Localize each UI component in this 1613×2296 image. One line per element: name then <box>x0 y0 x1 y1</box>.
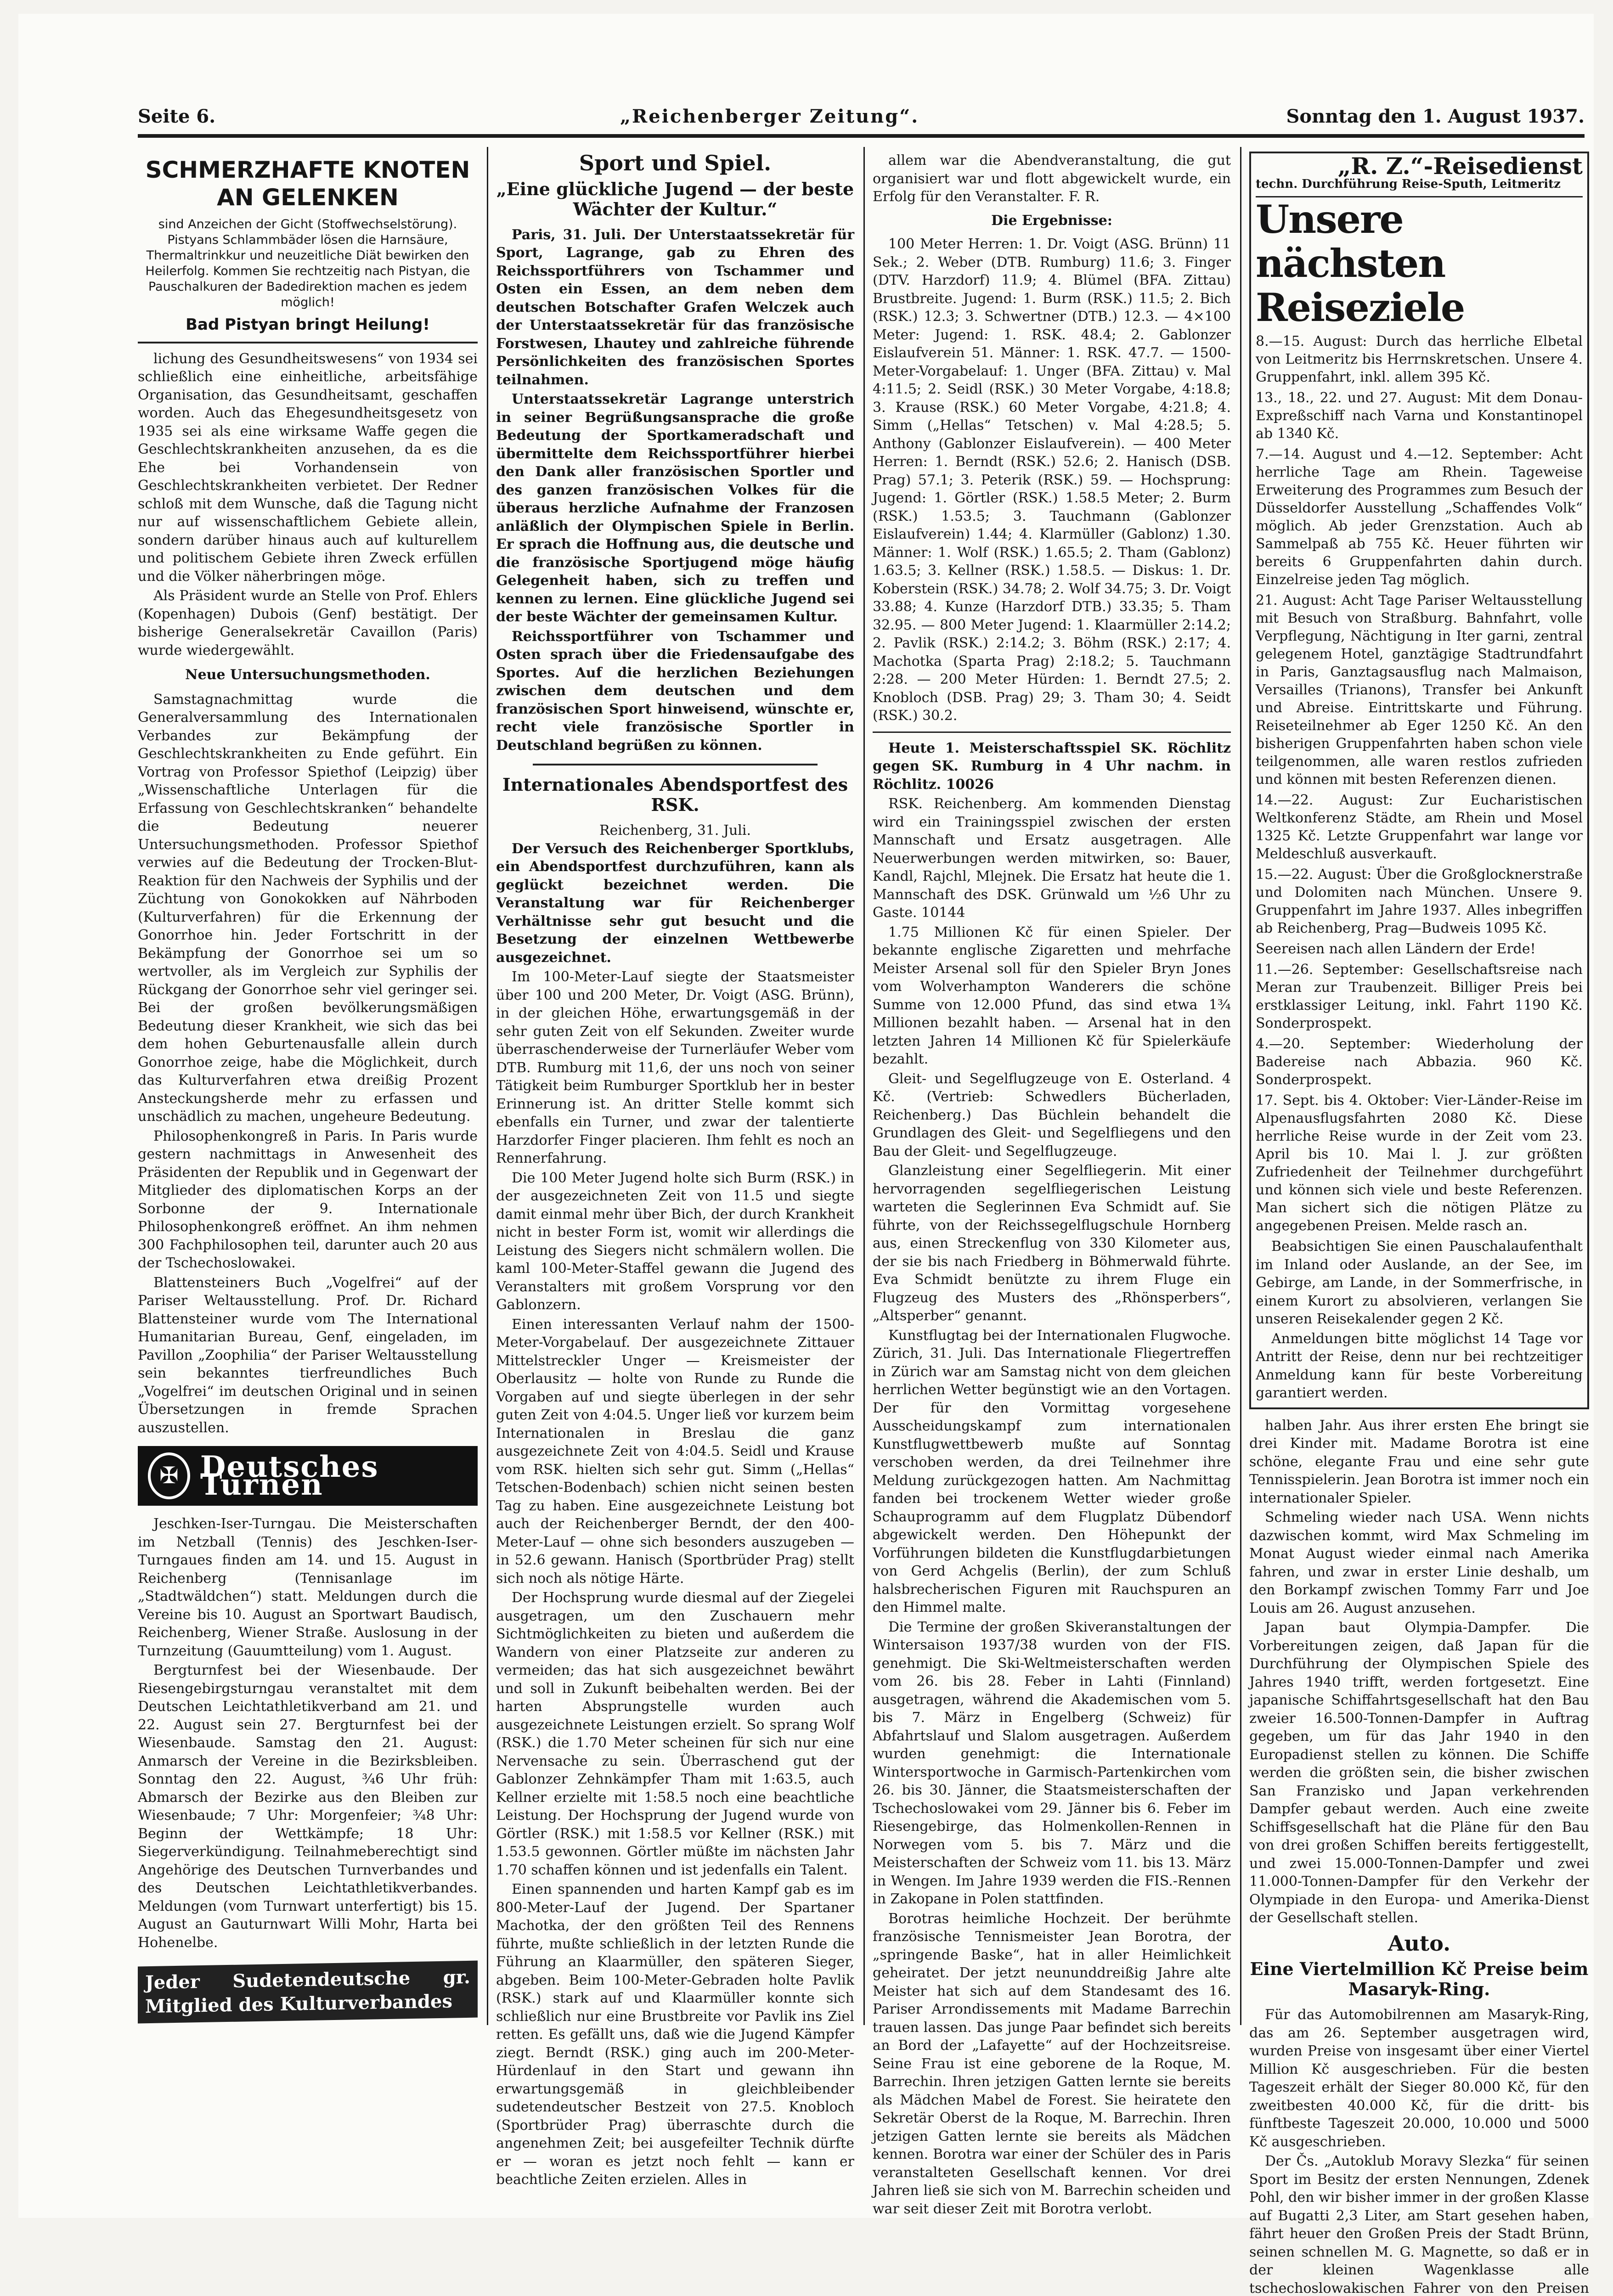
travel-item: 11.—26. September: Gesellschaftsreise nach Meran zur Traubenzeit. Billiger Preis bei erstklassiger Leitung, inkl. Fahrt 1190 Kč. Sonderprospekt. <box>1256 962 1583 1031</box>
article-text: Einen spannenden und harten Kampf gab es im 800-Meter-Lauf der Jugend. Der Spartaner Machotka, der den größten Teil des Rennens führte, mußte schließlich in der letzten Runde die Führung an Klaarmüller, den späteren Sieger, abgeben. Beim 100-Meter-Gebraden holte Pavlik (RSK.) stark auf und Klaarmüller konnte sich schließlich nur eine Brustbreite vor Pavlik ins Ziel retten. Es gefällt uns, daß wie die Jugend Kämpfer ziegt. Berndt (RSK.) ging auch im 200-Meter-Hürdenlauf in den Start und gewann ihn erwartungsgemäß in gleichbleibender sudetendeutscher Bestzeit von 27.5. Knobloch (Sportbrüder Prag) überraschte durch die angenehmen Zeit; bei ausgefeilter Technik dürfte er — woran es jetzt noch fehlt — kann er beachtliche Zeiten erzielen. Alles in <box>496 1881 854 2188</box>
column-3 <box>873 152 1231 2217</box>
article-text: Paris, 31. Juli. Der Unterstaatssekretär für Sport, Lagrange, gab zu Ehren des Reichssportführers von Tschammer und Osten ein Essen, an dem neben dem deutschen Botschafter Grafen Welczek auch der Unterstaatssekretär für das französische Forstwesen, Lhautey und zahlreiche führende Persönlichkeiten des französischen Sportes teilnahmen. <box>496 226 854 388</box>
column-4 <box>1249 152 1589 2296</box>
article-text: RSK. Reichenberg. Am kommenden Dienstag wird ein Trainingsspiel zwischen der ersten Mannschaft und Ersatz ausgetragen. Alle Neuerwerbungen werden mitwirken, so: Bauer, Kandl, Rajchl, Mlejnek. Die Ersatz hat heute die 1. Mannschaft des DSK. Grünwald um ½6 Uhr zu Gaste. 10144 <box>873 796 1231 921</box>
section-heading: Die Ergebnisse: <box>991 212 1112 229</box>
header-page-number: Seite 6. <box>138 106 216 127</box>
travel-item: Seereisen nach allen Ländern der Erde! <box>1256 941 1536 957</box>
newspaper-page <box>18 14 1594 2296</box>
article-text: Der Hochsprung wurde diesmal auf der Ziegelei ausgetragen, um den Zuschauern mehr Sichtmöglichkeiten zu bieten und außerdem die Wandern von einer Platzseite zur anderen zu vermeiden; das hat sich ausgezeichnet bewährt und soll in Zukunft beibehalten werden. Bei der harten Absprungstelle wurden auch ausgezeichnete Leistungen erzielt. So sprang Wolf (RSK.) die 1.70 Meter scheinen für sich nur eine Nervensache zu sein. Überraschend gut der Gablonzer Zehnkämpfer Tham mit 1:63.5, auch Kellner erzielte mit 1:58.5 noch eine beachtliche Leistung. Der Hochsprung der Jugend wurde von Görtler (RSK.) mit 1:58.5 vor Kellner (RSK.) mit 1.53.5 gewonnen. Görtler müßte im nächsten Jahr 1.70 schaffen können und ist jedenfalls ein Talent. <box>496 1590 854 1878</box>
travel-item: 7.—14. August und 4.—12. September: Acht herrliche Tage am Rhein. Tageweise Erweiterung des Programmes zum Besuch der Düsseldorfer Ausstellung „Schaffendes Volk“ möglich. Ab jeder Grenzstation. Auch ab Sammelpaß ab 755 Kč. Heuer führten wir bereits 6 Gruppenfahrten dahin durch. Einzelreise jeden Tag möglich. <box>1256 446 1583 588</box>
column-divider-1 <box>487 147 488 2025</box>
article-text: Schmeling wieder nach USA. Wenn nichts dazwischen kommt, wird Max Schmeling im Monat August wieder einmal nach Amerika fahren, und zwar in erster Linie deshalb, um den Borkampf zwischen Tommy Farr und Joe Louis am 26. August anzusehen. <box>1249 1509 1589 1616</box>
article-text: Bergturnfest bei der Wiesenbaude. Der Riesengebirgsturngau veranstaltet mit dem Deutschen Leichtathletikverband am 21. und 22. August sein 27. Bergturnfest bei der Wiesenbaude. Samstag den 21. August: Anmarsch der Vereine in die Bezirksbleiben. Sonntag den 22. August, ¾6 Uhr früh: Abmarsch der Bezirke aus den Bleiben zur Wiesenbaude; 7 Uhr: Morgenfeier; ¾8 Uhr: Beginn der Wettkämpfe; 18 Uhr: Siegerverkündigung. Teilnahmeberechtigt sind Angehörige des Deutschen Turnverbandes und des Deutschen Leichtathletikverbandes. Meldungen (vom Turnwart unterfertigt) bis 15. August an Gauturnwart Willi Mohr, Harta bei Hohenelbe. <box>138 1662 478 1951</box>
ad-title: „R. Z.“-Reisedienst <box>1337 152 1583 180</box>
article-text: 1.75 Millionen Kč für einen Spieler. Der bekannte englische Zigaretten und mehrfache Meister Arsenal soll für den Spieler Bryn Jones vom Wolverhampton Wanderers die schöne Summe von 12.000 Pfund, das sind etwa 1¾ Millionen bezahlt haben. — Arsenal hat in den letzten Jahren 14 Millionen Kč für Spielerkäufe bezahlt. <box>873 924 1231 1067</box>
banner-title: Deutsches Turnen <box>200 1449 379 1502</box>
section-heading: Neue Untersuchungsmethoden. <box>185 667 430 683</box>
header-date: Sonntag den 1. August 1937. <box>1286 106 1585 127</box>
travel-item: 14.—22. August: Zur Eucharistischen Weltkonferenz Städte, am Rhein und Mosel 1325 Kč. Letzte Gruppenfahrt war lange vor Meldeschluß ausverkauft. <box>1256 792 1583 862</box>
article-text: Blattensteiners Buch „Vogelfrei“ auf der Pariser Weltausstellung. Prof. Dr. Richard Blattensteiner wurde vom The International Humanitarian Bureau, Genf, eingeladen, im Pavillon „Zoophilia“ der Pariser Weltausstellung sein bekanntes tierfreundliches Buch „Vogelfrei“ im deutschen Original und in seinen Übersetzungen in fremde Sprachen auszustellen. <box>138 1274 478 1436</box>
header-masthead: „Reichenberger Zeitung“. <box>620 106 919 127</box>
deutsches-turnen-banner <box>138 1446 478 1506</box>
separator-rule <box>533 764 818 765</box>
separator-rule <box>873 732 1231 733</box>
article-text: allem war die Abendveranstaltung, die gut organisiert war und flott abgewickelt wurde, ein Erfolg für den Veranstalter. F. R. <box>873 152 1231 205</box>
article-text: Der Čs. „Autoklub Moravy Slezka“ für seinen Sport im Besitz der ersten Nennungen, Zdenek Pohl, den wir bisher immer in der großen Klasse auf Bugatti 2,3 Liter, am Start gesehen haben, fährt heuer den Großen Preis der Stadt Brünn, seinen schnellen M. G. Magnette, so daß er in der kleinen Wagenklasse alle tschechoslowakischen Fahrer von den Preisen <box>1249 2153 1589 2296</box>
ad-footer: Bad Pistyan bringt Heilung! <box>186 315 430 334</box>
article-text: Für das Automobilrennen am Masaryk-Ring, das am 26. September ausgetragen wird, wurden Preise von insgesamt über einer Viertel Million Kč ausgeschrieben. Für die besten Tageszeit erhält der Sieger 80.000 Kč, für den zweitbesten 40.000 Kč, für die dritt- bis fünftbeste Tageszeit 20.000, 10.000 und 5000 Kč ausgeschrieben. <box>1249 2007 1589 2150</box>
travel-item: 21. August: Acht Tage Pariser Weltausstellung mit Besuch von Straßburg. Bahnfahrt, volle Verpflegung, Nächtigung in Iter garni, zentral gelegenem Hotel, ganztägige Stadtrundfahrt in Paris, Ganztagsausflug nach Malmaison, Versailles (Trianons), Transfer bei Ankunft und Abreise. Eintrittskarte und Führung. Reiseteilnehmer ab Eger 1250 Kč. An den bisherigen Gruppenfahrten haben schon viele teilgenommen, alle waren restlos zufrieden und können mit besten Referenzen dienen. <box>1256 592 1583 788</box>
travel-list <box>1256 332 1583 1235</box>
headline: Internationales Abendsportfest des RSK. <box>502 774 848 815</box>
dateline: Reichenberg, 31. Juli. <box>599 822 751 838</box>
article-text: Japan baut Olympia-Dampfer. Die Vorbereitungen zeigen, daß Japan für die Durchführung der Olympischen Spiele des Jahres 1940 trifft, werden fortgesetzt. Eine japanische Schiffahrtsgesellschaft hat den Bau zweier 16.500-Tonnen-Dampfer in Auftrag gegeben, um für das Jahr 1940 in den Europadienst stellen zu können. Die Schiffe werden die größten sein, die bisher zwischen San Franzisko und Japan verkehrenden Dampfer gebaut werden. Auch eine zweite Schiffsgesellschaft hat die Pläne für den Bau von drei großen Schiffen bereits fertiggestellt, und zwei 15.000-Tonnen-Dampfer und zwei 11.000-Tonnen-Dampfer für den Verkehr der Olympiade in den Europa- und Amerika-Dienst der Gesellschaft stellen. <box>1249 1620 1589 1926</box>
section-title: Auto. <box>1387 1930 1451 1956</box>
kulturverband-banner: Jeder Sudetendeutsche gr. Mitglied des Kulturverbandes <box>138 1961 478 2024</box>
travel-item: 4.—20. September: Wiederholung der Badereise nach Abbazia. 960 Kč. Sonderprospekt. <box>1256 1036 1583 1088</box>
travel-item: 17. Sept. bis 4. Oktober: Vier-Länder-Reise im Alpenausflugsfahrten 2080 Kč. Diese herrliche Reise wurde in der Zeit vom 23. April bis 10. Mai l. J. zur größten Zufriedenheit der Teilnehmer durchgeführt und können sich viele und beste Referenzen. Man sichert sich die nötigen Plätze zu angegebenen Preisen. Melde rasch an. <box>1256 1092 1583 1234</box>
article-text: Kunstflugtag bei der Internationalen Flugwoche. Zürich, 31. Juli. Das Internationale Fliegertreffen in Zürich war am Samstag nicht von dem gleichen herrlichen Wetter begünstigt wie an den Vortagen. Der für den Vormittag vorgesehene Ausscheidungskampf zum internationalen Kunstflugwettbewerb mußte auf Sonntag verschoben werden, da drei Teilnehmer ihre Meldung zurückgezogen hatten. Am Nachmittag fanden bei trockenem Wetter wieder große Schauprogramm auf dem Flugplatz Dübendorf abgewickelt werden. Den Höhepunkt der Vorführungen bildeten die Kunstflugdarbietungen von Gerd Achgelis (Berlin), der zum Schluß halsbrecherischen Figuren mit Rauchspuren an den Himmel malte. <box>873 1327 1231 1615</box>
ad-note: Anmeldungen bitte möglichst 14 Tage vor Antritt der Reise, denn nur bei rechtzeitiger Anmeldung kann für beste Vorbereitung garantiert werden. <box>1256 1330 1583 1401</box>
article-text: lichung des Gesundheitswesens“ von 1934 sei schließlich eine einheitliche, arbeitsfähige Organisation, das Gesundheitsamt, geschaffen worden. Auch das Ehegesundheitsgesetz von 1935 sei als eine wirksame Waffe gegen die Geschlechtskrankheiten anzusehen, da es die Ehe bei Vorhandensein von Geschlechtskrankheiten verbietet. Der Redner schloß mit dem Wunsche, daß die Tagung nicht nur auf wissenschaftlichem Gebiete allein, sondern darüber hinaus auch auf kulturellem und politischem Gebiete ihren Zweck erfüllen und die Völker näherbringen möge. <box>138 350 478 585</box>
ad-title: SCHMERZHAFTE KNOTEN AN GELENKEN <box>145 157 470 211</box>
article-text: Samstagnachmittag wurde die Generalversammlung des Internationalen Verbandes zur Bekämpfung der Geschlechtskrankheiten zu Ende geführt. Ein Vortrag von Professor Spiethof (Leipzig) über „Wissenschaftliche Unterlagen für die Erfassung von Geschlechtskranken“ behandelte die Bedeutung neuerer Untersuchungsmethoden. Professor Spiethof verwies auf die Bedeutung der Trocken-Blut-Reaktion für den Nachweis der Syphilis und der Züchtung von Gonokokken auf Nährboden (Kulturverfahren) für die Erkennung der Gonorrhoe hin. Jeder Fortschritt in der Bekämpfung der Gonorrhoe sei um so wertvoller, als im Vergleich zur Syphilis der Rückgang der Gonorrhoe sehr viel geringer sei. Bei der großen bevölkerungsmäßigen Bedeutung dieser Krankheit, wie sich das bei dem hohen Geburtenausfalle allein durch Gonorrhoe zeige, habe die Möglichkeit, durch das Kulturverfahren etwa dreißig Prozent Ansteckungsherde mehr zu erfassen und unschädlich zu machen, ungeheure Bedeutung. <box>138 691 478 1125</box>
column-2 <box>496 151 854 2188</box>
column-divider-2 <box>863 147 865 2025</box>
article-text: halben Jahr. Aus ihrer ersten Ehe bringt sie drei Kinder mit. Madame Borotra ist eine schöne, elegante Frau und eine sehr gute Tennisspielerin. Jean Borotra ist immer noch ein internationaler Spieler. <box>1249 1417 1589 1506</box>
section-title: Sport und Spiel. <box>579 151 772 175</box>
article-text: Unterstaatssekretär Lagrange unterstrich in seiner Begrüßungsansprache die große Bedeutung der Sportkameradschaft und übermittelte dem Reichssportführer hierbei den Dank aller französischen Sportler und des ganzen französischen Volkes für die überaus herzliche Aufnahme der Franzosen anläßlich der Olympischen Spiele in Berlin. Er sprach die Hoffnung aus, die deutsche und die französische Sportjugend möge häufig Gelegenheit haben, sich zu treffen und kennen zu lernen. Eine glückliche Jugend sei der beste Wächter der gemeinsamen Kultur. <box>496 391 854 625</box>
turner-cross-icon: ✠ <box>148 1452 190 1499</box>
article-text: Der Versuch des Reichenberger Sportklubs, ein Abendsportfest durchzuführen, kann als geglückt bezeichnet werden. Die Veranstaltung war für Reichenberger Verhältnisse sehr gut besucht und die Besetzung der einzelnen Wettbewerbe ausgezeichnet. <box>496 840 854 966</box>
announcement: Heute 1. Meisterschaftsspiel SK. Röchlitz gegen SK. Rumburg in 4 Uhr nachm. in Röchlitz. 10026 <box>873 740 1231 793</box>
results-text: 100 Meter Herren: 1. Dr. Voigt (ASG. Brünn) 11 Sek.; 2. Weber (DTB. Rumburg) 11.6; 3. Finger (DTV. Harzdorf) 11.9; 4. Blümel (BFA. Zittau) Brustbreite. Jugend: 1. Burm (RSK.) 11.5; 2. Bich (RSK.) 12.3; 3. Schwertner (DTB.) 12.3. — 4×100 Meter: Jugend: 1. RSK. 48.4; 2. Gablonzer Eislaufverein 51. Männer: 1. RSK. 47.7. — 1500-Meter-Vorgabelauf: 1. Unger (BFA. Zittau) v. Mal 4:11.5; 2. Seidl (RSK.) 30 Meter Vorgabe, 4:18.8; 3. Krause (RSK.) 60 Meter Vorgabe, 4:21.8; 4. Simm („Hellas“ Tetschen) v. Mal 4:28.5; 5. Anthony (Gablonzer Eislaufverein). — 400 Meter Herren: 1. Berndt (RSK.) 52.6; 2. Hanisch (DSB. Prag) 57.1; 3. Peterik (RSK.) 59. — Hochsprung: Jugend: 1. Görtler (RSK.) 1.58.5 Meter; 2. Burm (RSK.) 1.53.5; 3. Tauchmann (Gablonzer Eislaufverein) 1.44; 4. Klarmüller (Gablonz) 1.30. Männer: 1. Wolf (RSK.) 1.65.5; 2. Tham (Gablonz) 1.63.5; 3. Kellner (RSK.) 1.58.5. — Diskus: 1. Dr. Koberstein (RSK.) 34.78; 2. Wolf 34.75; 3. Dr. Voigt 33.88; 4. Kunze (Harzdorf DTB.) 33.35; 5. Tham 32.95. — 800 Meter Jugend: 1. Klaarmüller 2:14.2; 2. Pavlik (RSK.) 2:14.2; 3. Böhm (RSK.) 2:17; 4. Machotka (Sparta Prag) 2:18.2; 5. Tauchmann 2:28. — 200 Meter Hürden: 1. Berndt 27.5; 2. Knobloch (DSB. Prag) 29; 3. Tham 30; 4. Seidt (RSK.) 30.2. <box>873 236 1231 724</box>
column-1 <box>138 152 478 2025</box>
ad-text: sind Anzeichen der Gicht (Stoffwechselstörung). Pistyans Schlammbäder lösen die Harnsäure, Thermaltrinkkur und neuzeitliche Diät bewirken den Heilerfolg. Kommen Sie rechtzeitig nach Pistyan, die Pauschalkuren der Badedirektion machen es jedem möglich! <box>145 217 470 310</box>
article-text: Reichssportführer von Tschammer und Osten sprach über die Friedensaufgabe des Sportes. Auf die herzlichen Beziehungen zwischen dem deutschen und dem französischen Sport hinweisend, wünschte er, recht viele französische Sportler in Deutschland begrüßen zu können. <box>496 628 854 754</box>
header-rule <box>138 134 1585 138</box>
page-header <box>138 106 1585 138</box>
pistyan-advertisement <box>138 152 478 343</box>
article-text: Einen interessanten Verlauf nahm der 1500-Meter-Vorgabelauf. Der ausgezeichnete Zittauer Mittelstreckler Unger — Kreismeister der Oberlausitz — holte von Runde zu Runde die Vorgaben auf und siegte überlegen in der sehr guten Zeit von 4:04.5. Unger ließ vor kurzem beim Internationalen in Breslau die ganz ausgezeichnete Zeit von 4:04.5. Seidl und Krause vom RSK. hielten sich sehr gut. Simm („Hellas“ Tetschen-Bodenbach) schien nicht seinen besten Tag zu haben. Eine ausgezeichnete Leistung bot auch der Reichenberger Berndt, der den 400-Meter-Lauf — ohne sich besonders auszugeben — in 52.6 gewann. Hanisch (Sportbrüder Prag) stellt sich noch als nötige Härte. <box>496 1316 854 1587</box>
article-text: Als Präsident wurde an Stelle von Prof. Ehlers (Kopenhagen) Dubois (Genf) bestätigt. Der bisherige Generalsekretär Cavaillon (Paris) wurde wiedergewählt. <box>138 588 478 658</box>
article-text: Glanzleistung einer Segelfliegerin. Mit einer hervorragenden segelfliegerischen Leistung warteten die Seglerinnen Eva Schmidt auf. Sie führte, von der Reichssegelflugschule Hornberg aus, einen Streckenflug von 330 Kilometer aus, der sie bis nach Friedberg in Böhmerwald führte. Eva Schmidt benützte zu ihrem Fluge ein Flugzeug des Musters des „Rhönsperbers“, „Altsperber“ genannt. <box>873 1163 1231 1324</box>
travel-item: 13., 18., 22. und 27. August: Mit dem Donau-Expreßschiff nach Varna und Konstantinopel ab 1340 Kč. <box>1256 390 1583 442</box>
article-text: Im 100-Meter-Lauf siegte der Staatsmeister über 100 und 200 Meter, Dr. Voigt (ASG. Brünn), in der gleichen Höhe, erwartungsgemäß in der sehr guten Zeit von elf Sekunden. Zweiter wurde überraschenderweise der Turnerläufer Weber vom DTB. Rumburg mit 11,6, der uns noch von seiner Tätigkeit beim Rumburger Sportklub her in bester Erinnerung ist. An dritter Stelle kommt sich ebenfalls ein Turner, und zwar der talentierte Harzdorfer Finger placieren. Ihm fehlt es noch an Rennerfahrung. <box>496 969 854 1166</box>
article-text: Die Termine der großen Skiveranstaltungen der Wintersaison 1937/38 wurden von der FIS. genehmigt. Die Ski-Weltmeisterschaften werden vom 26. bis 28. Feber in Lahti (Finnland) ausgetragen, während die Akademischen vom 5. bis 7. März in Engelberg (Schweiz) für Abfahrtslauf und Slalom ausgetragen. Außerdem wurden genehmigt: die Internationale Wintersportwoche in Garmisch-Partenkirchen vom 26. bis 30. Jänner, die Staatsmeisterschaften der Tschechoslowakei vom 29. Jänner bis 6. Feber im Riesengebirge, das Holmenkollen-Rennen in Norwegen vom 5. bis 7. März und die Meisterschaften der Schweiz vom 11. bis 13. März in Wengen. Im Jahre 1939 werden die FIS.-Rennen in Zakopane in Polen stattfinden. <box>873 1619 1231 1907</box>
ad-headline: Unsere nächsten Reiseziele <box>1256 197 1465 330</box>
ad-note: Beabsichtigen Sie einen Pauschalaufenthalt im Inland oder Auslande, an der See, im Gebirge, am Lande, in der Sommerfrische, in einem Kurort zu absolvieren, verlangen Sie unseren Reisekalender gegen 2 Kč. <box>1256 1238 1583 1327</box>
reisedienst-advertisement <box>1249 152 1589 1409</box>
article-text: Die 100 Meter Jugend holte sich Burm (RSK.) in der ausgezeichneten Zeit von 11.5 und siegte damit einmal mehr über Bich, der durch Krankheit nicht in bester Form ist, womit wir allerdings die Leistung des Siegers nicht schmälern wollen. Die kaml 100-Meter-Staffel gewann die Jugend des Veranstalters mit großem Vorsprung vor den Gablonzern. <box>496 1170 854 1313</box>
article-text: Philosophenkongreß in Paris. In Paris wurde gestern nachmittags in Anwesenheit des Präsidenten der Republik und in Gegenwart der Mitglieder des diplomatischen Korps an der Sorbonne der 9. Internationale Philosophenkongreß eröffnet. An ihm nehmen 300 Fachphilosophen teil, darunter auch 20 aus der Tschechoslowakei. <box>138 1128 478 1271</box>
headline: „Eine glückliche Jugend — der beste Wächter der Kultur.“ <box>496 178 854 219</box>
article-text: Gleit- und Segelflugzeuge von E. Osterland. 4 Kč. (Vertrieb: Schwedlers Bücherladen, Reichenberg.) Das Büchlein behandelt die Grundlagen des Gleit- und Segelfliegens und den Bau der Gleit- und Segelflugzeuge. <box>873 1070 1231 1159</box>
ad-subtitle: techn. Durchführung Reise-Sputh, Leitmeritz <box>1256 175 1583 198</box>
travel-item: 8.—15. August: Durch das herrliche Elbetal von Leitmeritz bis Herrnskretschen. Unsere 4. Gruppenfahrt, inkl. allem 395 Kč. <box>1256 333 1583 385</box>
headline: Eine Viertelmillion Kč Preise beim Masaryk-Ring. <box>1250 1958 1589 1999</box>
travel-item: 15.—22. August: Über die Großglocknerstraße und Dolomiten nach München. Unsere 9. Gruppenfahrt im Jahre 1937. Alles inbegriffen ab Reichenberg, Prag—Budweis 1095 Kč. <box>1256 867 1583 936</box>
article-text: Jeschken-Iser-Turngau. Die Meisterschaften im Netzball (Tennis) des Jeschken-Iser-Turngaues finden am 14. und 15. August in Reichenberg (Tennisanlage im „Stadtwäldchen“) statt. Meldungen durch die Vereine bis 10. August an Sportwart Baudisch, Reichenberg, Wiener Straße. Auslosung in der Turnzeitung (Gauumtteilung) vom 1. August. <box>138 1516 478 1659</box>
article-text: Borotras heimliche Hochzeit. Der berühmte französische Tennismeister Jean Borotra, der „springende Baske“, hat in aller Heimlichkeit geheiratet. Der jetzt neununddreißig Jahre alte Meister hat sich auf dem Standesamt des 16. Pariser Arrondissements mit Madame Barrechin trauen lassen. Das junge Paar befindet sich bereits an Bord der „Lafayette“ auf der Hochzeitsreise. Seine Frau ist eine geborene de la Roque, M. Barrechin. Ihren jetzigen Gatten lernte sie bereits als Mädchen Mabel de Forest. Sie heiratete den Sekretär Oberst de la Roque, M. Barrechin. Ihren jetzigen Gatten lernte sie bereits als Mädchen kennen. Borotra war einer der Schüler des in Paris veranstalteten Gesellschaft kennen. Vor drei Jahren ließ sie sich von M. Barrechin scheiden und war seit dieser Zeit mit Borotra verlobt. <box>873 1910 1231 2217</box>
column-divider-3 <box>1240 147 1241 2025</box>
